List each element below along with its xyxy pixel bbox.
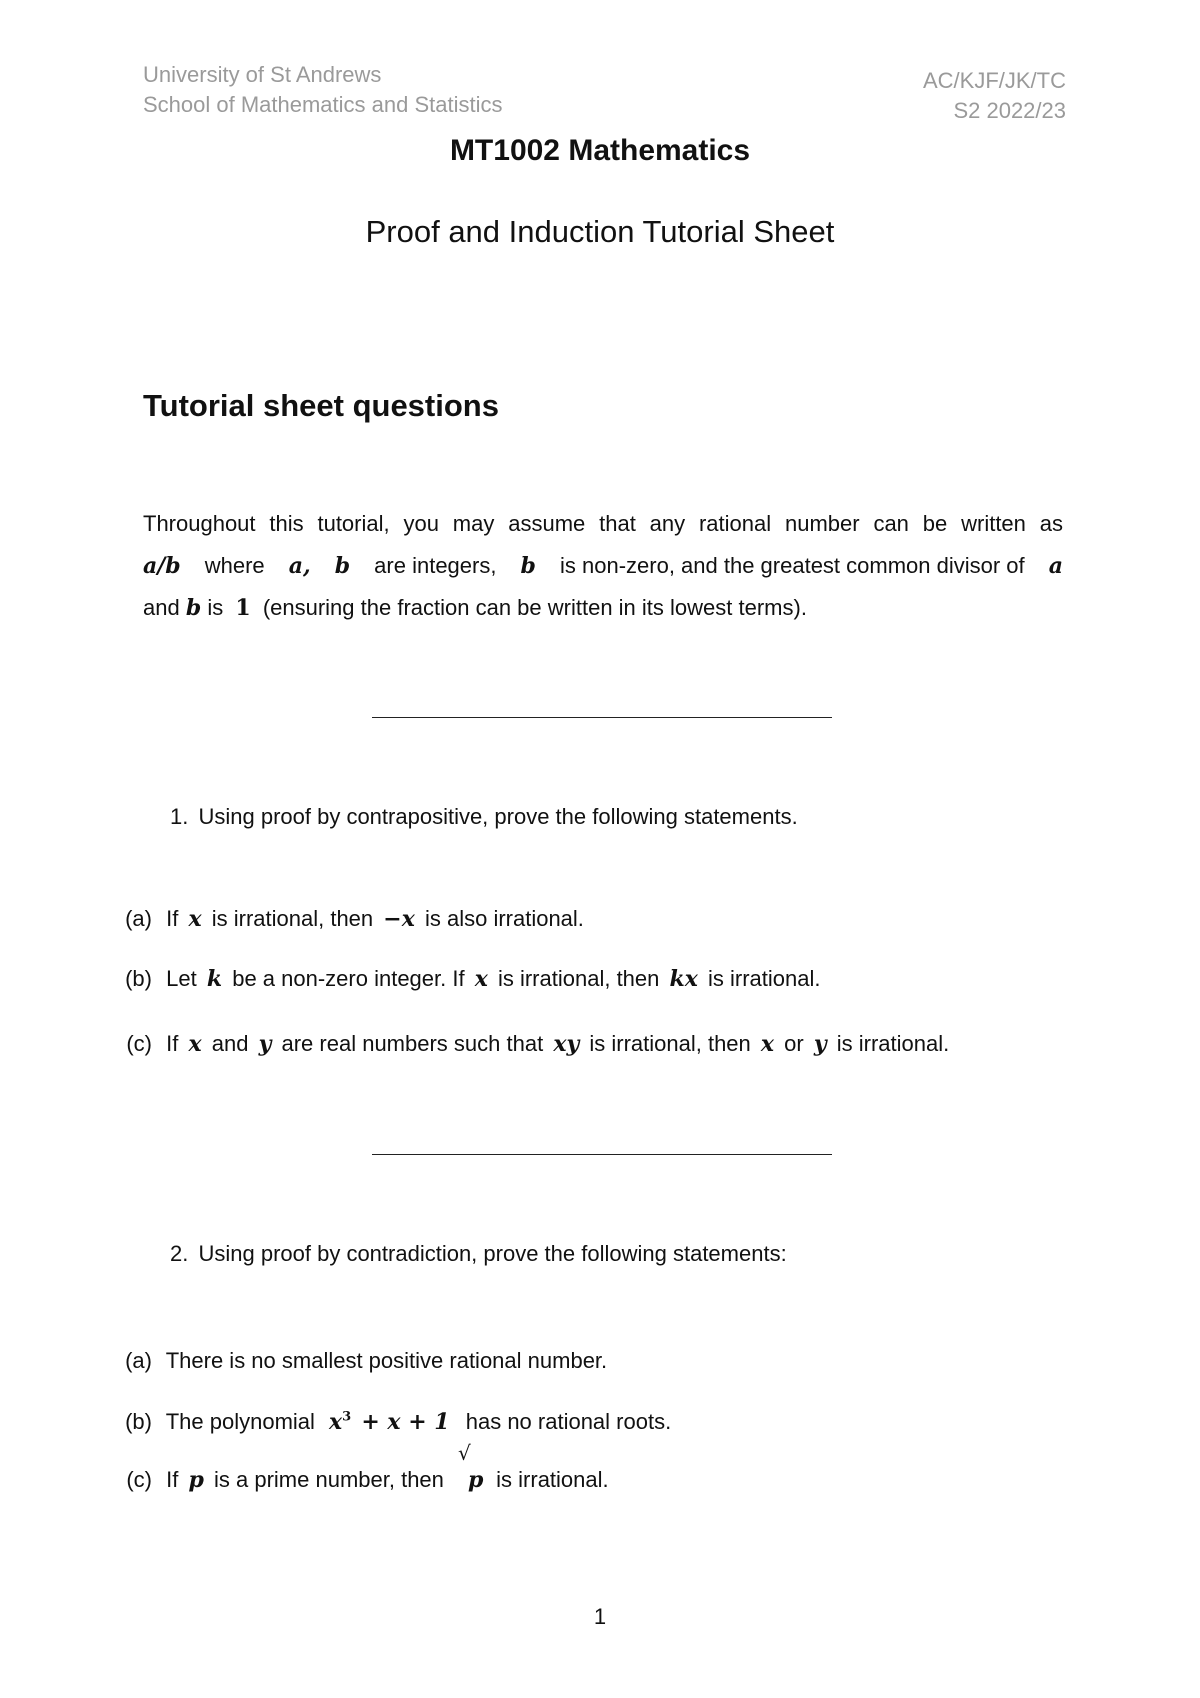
part-text: If	[166, 1467, 179, 1492]
part-text: has no rational roots.	[465, 1409, 672, 1434]
question-text: Using proof by contradiction, prove the following statements:	[198, 1241, 787, 1266]
math-a-over-b: a/b	[143, 553, 181, 579]
part-label: (a)	[125, 1348, 152, 1373]
question-number: 2.	[170, 1241, 189, 1266]
q2-part-a	[108, 1348, 607, 1374]
part-text: or	[784, 1031, 804, 1056]
intro-paragraph	[143, 503, 1063, 629]
text-is: is	[207, 595, 224, 620]
part-text: There is no smallest positive rational number.	[165, 1348, 608, 1373]
course-title: MT1002 Mathematics	[449, 134, 751, 167]
part-text: The polynomial	[165, 1409, 315, 1434]
math-a: a,	[288, 553, 311, 579]
sqrt-icon: √	[458, 1441, 471, 1465]
part-label: (c)	[126, 1467, 152, 1492]
math-one: 1	[235, 595, 251, 621]
part-text: are real numbers such that	[281, 1031, 544, 1056]
part-text: If	[166, 1031, 179, 1056]
math-p: p	[188, 1467, 204, 1493]
question-text: Using proof by contrapositive, prove the following statements.	[198, 804, 798, 829]
math-a: a	[1048, 553, 1063, 579]
part-text: is irrational, then	[497, 966, 660, 991]
separator-rule	[372, 717, 832, 718]
math-b: b	[185, 595, 202, 621]
math-x: x	[329, 1409, 343, 1435]
question-1	[170, 804, 798, 830]
text-where: where	[204, 553, 265, 578]
math-y: y	[813, 1031, 827, 1057]
part-text: is a prime number, then	[214, 1467, 444, 1492]
question-2	[170, 1241, 787, 1267]
part-text: is also irrational.	[424, 906, 584, 931]
page-number: 1	[593, 1604, 607, 1629]
math-p: p	[468, 1467, 484, 1493]
math-xy: xy	[553, 1031, 580, 1057]
part-text: is irrational.	[708, 966, 821, 991]
math-k: k	[206, 966, 223, 992]
school-name: School of Mathematics and Statistics	[143, 92, 503, 117]
q1-part-a	[108, 906, 584, 932]
q2-part-c	[108, 1441, 609, 1493]
math-y: y	[258, 1031, 272, 1057]
text-and: and	[143, 595, 180, 620]
part-text: and	[211, 1031, 249, 1056]
university-name: University of St Andrews	[143, 62, 382, 87]
part-text: If	[166, 906, 179, 931]
sheet-title: Proof and Induction Tutorial Sheet	[365, 214, 835, 249]
intro-line-1: Throughout this tutorial, you may assume that any rational number can be written as	[143, 511, 1063, 536]
separator-rule	[372, 1154, 832, 1155]
math-polynomial-rest: + x + 1	[361, 1409, 450, 1435]
intro-line-3	[143, 587, 1063, 629]
math-x: x	[188, 906, 202, 932]
text-lowest-terms: (ensuring the fraction can be written in its lowest terms).	[262, 595, 807, 620]
math-b: b	[334, 553, 351, 579]
math-x: x	[760, 1031, 775, 1057]
q1-part-c	[108, 1031, 949, 1057]
q1-part-b	[108, 966, 820, 992]
math-x: x	[188, 1031, 202, 1057]
math-neg-x: −x	[383, 906, 415, 932]
text-are-integers: are integers,	[374, 553, 497, 578]
math-b: b	[520, 553, 536, 579]
intro-line-2	[143, 545, 1063, 587]
part-label: (a)	[125, 906, 152, 931]
part-text: is irrational.	[496, 1467, 609, 1492]
part-text: is irrational, then	[211, 906, 374, 931]
math-sqrt-p	[456, 1441, 490, 1493]
part-label: (b)	[125, 1409, 152, 1434]
part-label: (c)	[126, 1031, 152, 1056]
part-text: is irrational, then	[589, 1031, 751, 1056]
text-non-zero: is non-zero, and the greatest common divisor of	[559, 553, 1025, 578]
math-kx: kx	[669, 966, 698, 992]
authors: AC/KJF/JK/TC	[922, 68, 1066, 93]
part-text: be a non-zero integer. If	[232, 966, 465, 991]
semester: S2 2022/23	[953, 98, 1066, 123]
q2-part-b	[108, 1409, 671, 1435]
part-label: (b)	[125, 966, 152, 991]
part-text: Let	[166, 966, 197, 991]
section-heading: Tutorial sheet questions	[143, 388, 499, 423]
part-text: is irrational.	[836, 1031, 950, 1056]
question-number: 1.	[170, 804, 189, 829]
math-x: x	[474, 966, 488, 992]
math-exponent: 3	[342, 1409, 352, 1425]
